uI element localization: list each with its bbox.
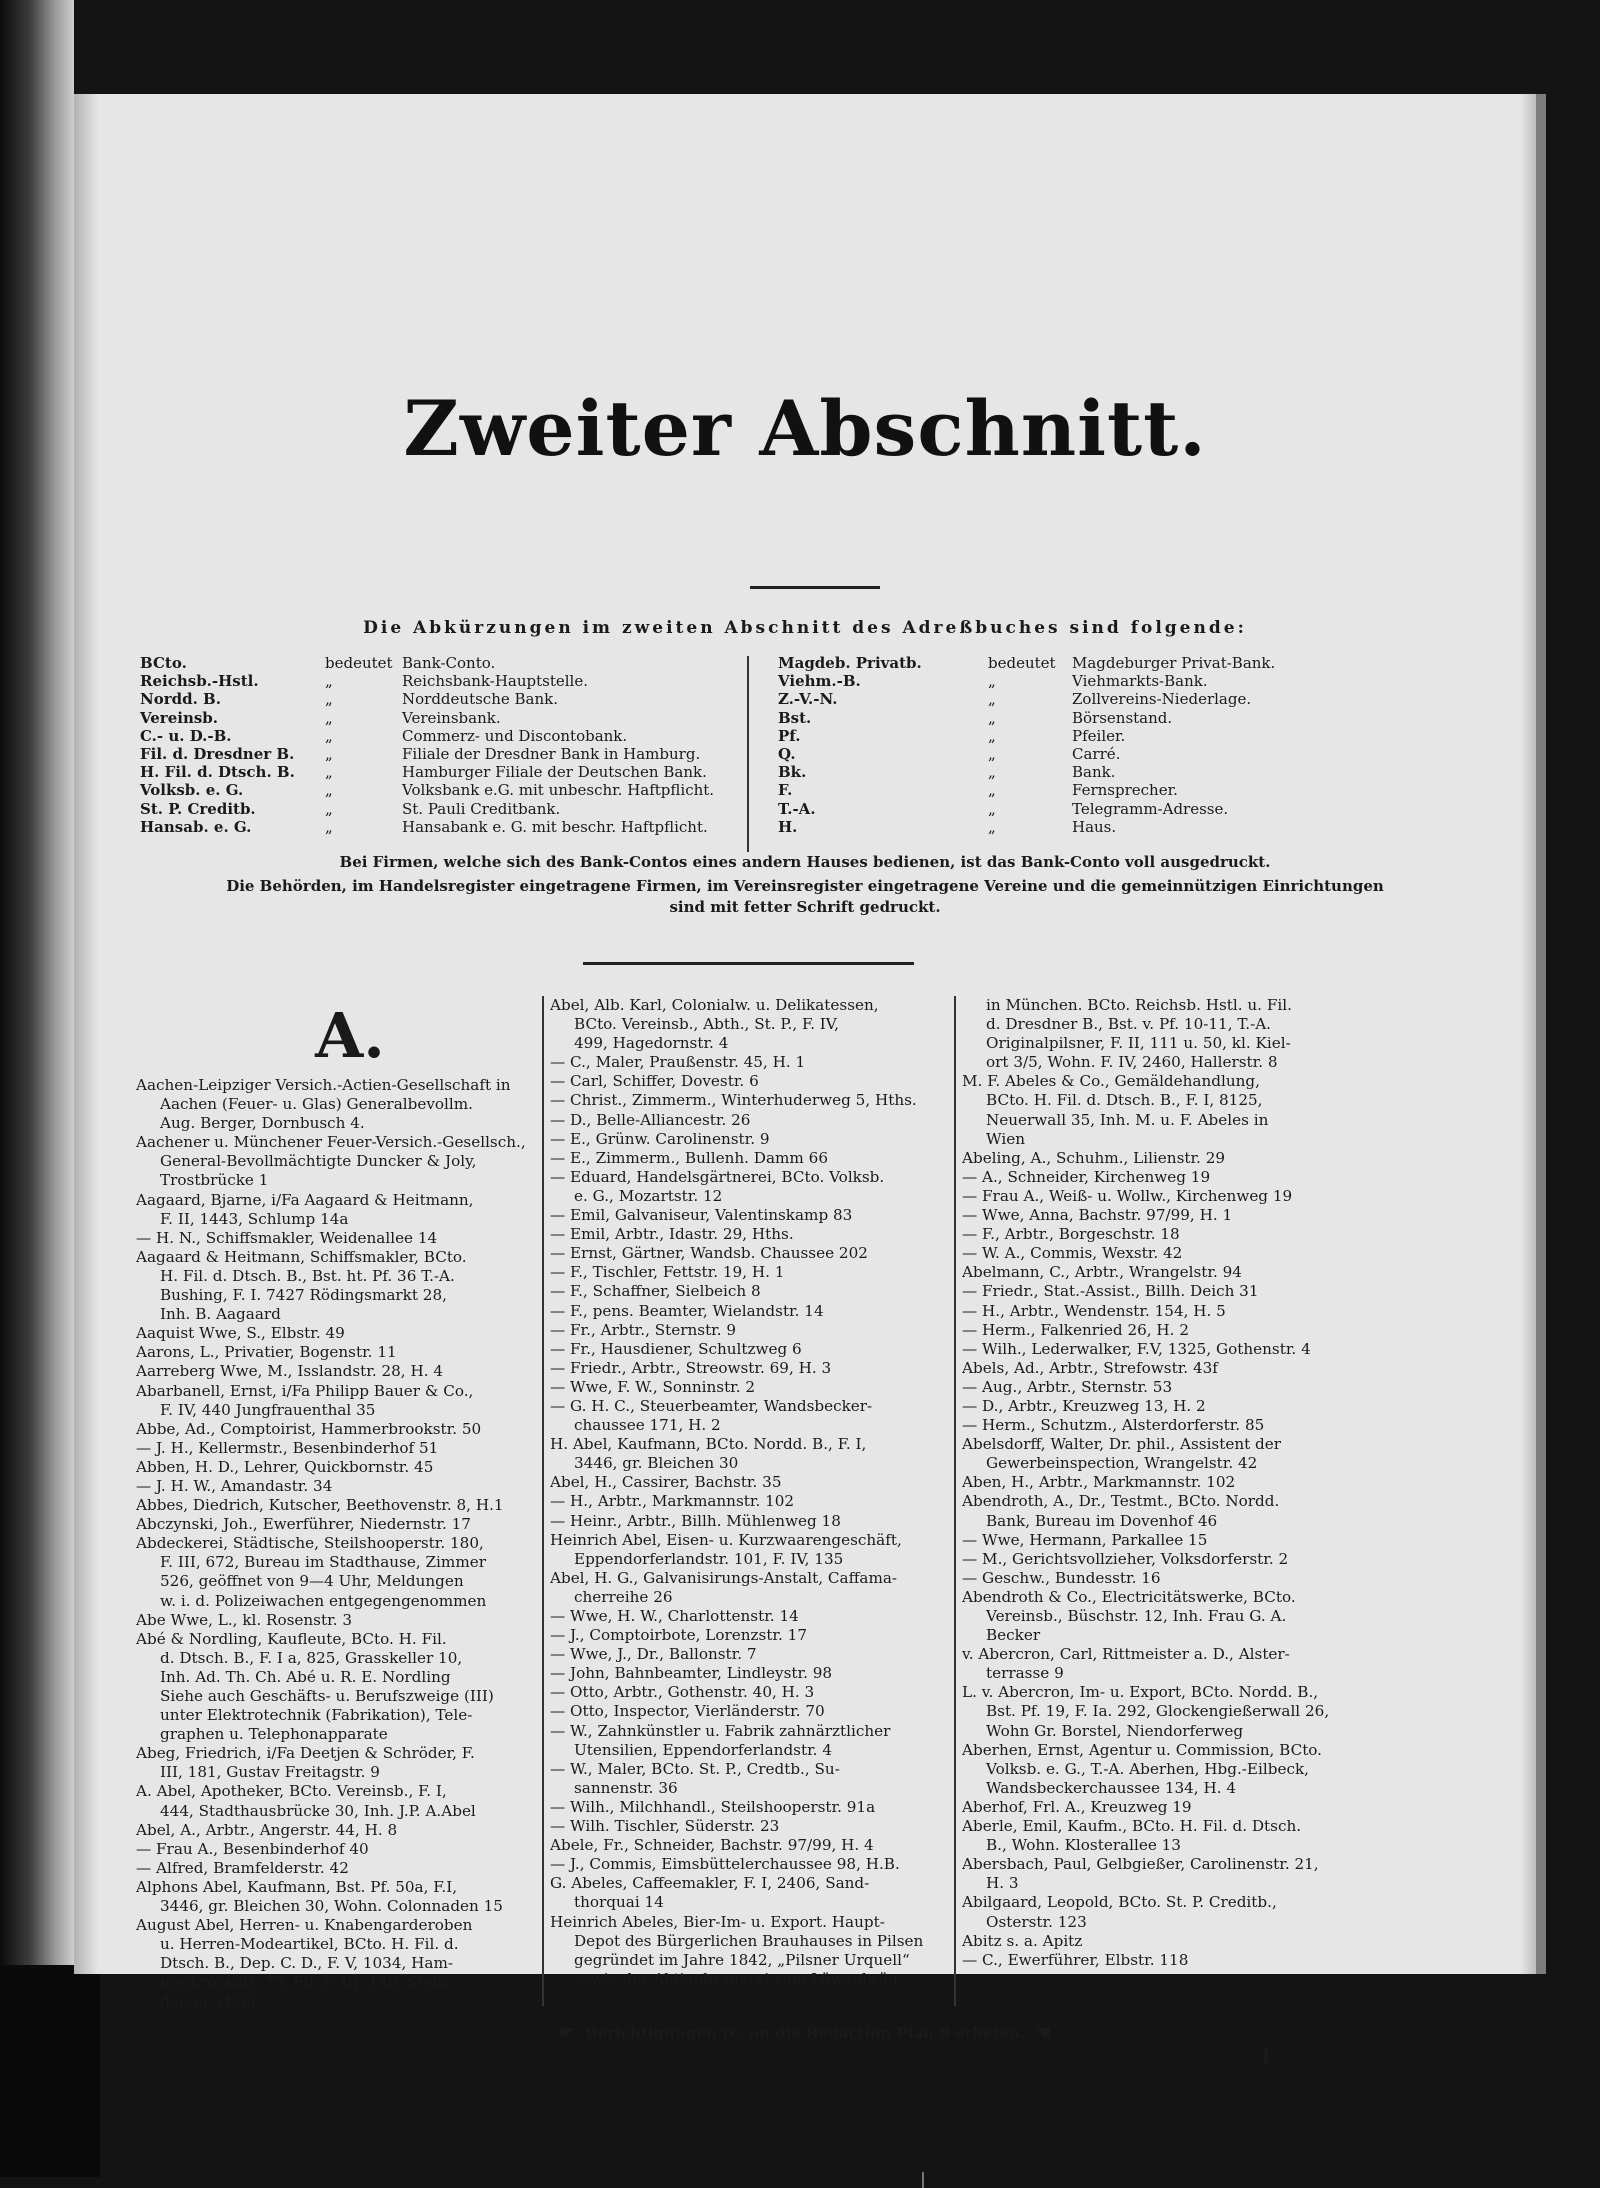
abbreviation-value: Carré.	[1072, 744, 1121, 763]
directory-entry-line: August Abel, Herren- u. Knabengarderoben	[136, 1916, 473, 1935]
directory-entry-line: in München. BCto. Reichsb. Hstl. u. Fil.	[986, 996, 1292, 1014]
directory-entry-line: — Emil, Arbtr., Idastr. 29, Hths.	[550, 1225, 794, 1244]
directory-entry-line: — Wilh., Lederwalker, F.V, 1325, Gothenstr. 4	[962, 1339, 1311, 1358]
directory-entry-line: Abel, Alb. Karl, Colonialw. u. Delikatessen,	[550, 996, 879, 1014]
directory-entry-line: B., Wohn. Klosterallee 13	[986, 1836, 1181, 1855]
abbreviation-value: Bank-Conto.	[402, 654, 496, 672]
directory-entry-line: Abben, H. D., Lehrer, Quickbornstr. 45	[136, 1457, 434, 1476]
directory-entry-line: — Wilh., Milchhandl., Steilshooperstr. 91a	[550, 1797, 876, 1816]
directory-column-2	[550, 996, 950, 1989]
abbreviation-value: Hamburger Filiale der Deutschen Bank.	[402, 763, 707, 782]
document-page	[74, 94, 1536, 2070]
abbreviation-key: H.	[778, 817, 798, 836]
abbreviation-value: Reichsbank-Hauptstelle.	[402, 672, 588, 691]
directory-entry-line: d. Dresdner B., Bst. v. Pf. 10-11, T.-A.	[986, 1015, 1272, 1034]
abbreviation-mark: „	[988, 744, 996, 763]
section-divider	[583, 962, 914, 965]
bold-print-note: Die Behörden, im Handelsregister eingetragene Firmen, im Vereinsregister eingetragene Vereine und die gemeinnützigen Einrichtungen	[226, 877, 1384, 895]
abbreviation-mark: „	[988, 817, 996, 836]
abbreviation-value: Volksbank e.G. mit unbeschr. Haftpflicht.	[402, 781, 715, 800]
abbreviation-value: Norddeutsche Bank.	[402, 690, 558, 709]
directory-entry-line: Abilgaard, Leopold, BCto. St. P. Creditb.,	[962, 1893, 1277, 1912]
abbreviations-intro: Die Abkürzungen im zweiten Abschnitt des Adreßbuches sind folgende:	[363, 618, 1247, 638]
directory-entry-line: — Friedr., Stat.-Assist., Billh. Deich 31	[962, 1282, 1259, 1301]
directory-entry-line: BCto. H. Fil. d. Dtsch. B., F. I, 8125,	[986, 1091, 1263, 1110]
directory-entry-line: H. Fil. d. Dtsch. B., Bst. ht. Pf. 36 T.-A.	[160, 1266, 455, 1285]
directory-entry-line: unter Elektrotechnik (Fabrikation), Tele-	[160, 1706, 473, 1725]
directory-entry-line: — F., Arbtr., Borgeschstr. 18	[962, 1225, 1180, 1244]
directory-entry-line: Wohn Gr. Borstel, Niendorferweg	[986, 1721, 1244, 1740]
directory-entry-line: — Heinr., Arbtr., Billh. Mühlenweg 18	[550, 1511, 841, 1530]
directory-column-1	[136, 996, 564, 2012]
directory-entry-line: Aachener u. Münchener Feuer-Versich.-Gesellsch.,	[136, 1133, 526, 1152]
directory-entry-line: Abarbanell, Ernst, i/Fa Philipp Bauer & Co.,	[136, 1381, 474, 1400]
directory-entry-line: Aug. Berger, Dornbusch 4.	[160, 1114, 365, 1133]
directory-entry-line: — Friedr., Arbtr., Streowstr. 69, H. 3	[550, 1358, 832, 1377]
directory-entry-line: Inh. Ad. Th. Ch. Abé u. R. E. Nordling	[160, 1667, 451, 1686]
abbreviation-key: Vereinsb.	[140, 708, 219, 727]
directory-entry-line: v. Abercron, Carl, Rittmeister a. D., Alster-	[962, 1645, 1290, 1664]
directory-entry-line: Vereinsb., Büschstr. 12, Inh. Frau G. A.	[986, 1607, 1287, 1625]
abbreviation-key: Z.-V.-N.	[778, 690, 838, 709]
directory-entry-line: A. Abel, Apotheker, BCto. Vereinsb., F. I,	[136, 1782, 447, 1801]
directory-entry-line: Eppendorferlandstr. 101, F. IV, 135	[574, 1549, 844, 1568]
directory-entry-line: Abendroth & Co., Electricitätswerke, BCto.	[962, 1587, 1296, 1606]
abbreviation-value: Haus.	[1072, 817, 1117, 836]
abbreviations-divider	[747, 656, 749, 852]
directory-entry-line: Gewerbeinspection, Wrangelstr. 42	[986, 1454, 1258, 1473]
abbreviation-key: Bst.	[778, 708, 812, 727]
directory-entry-line: — Christ., Zimmerm., Winterhuderweg 5, Hths.	[550, 1091, 917, 1110]
directory-entry-line: 444, Stadthausbrücke 30, Inh. J.P. A.Abel	[160, 1801, 476, 1820]
directory-entry-line: terrasse 9	[986, 1664, 1064, 1683]
directory-entry-line: — F., Tischler, Fettstr. 19, H. 1	[550, 1263, 785, 1282]
abbreviation-row	[140, 690, 800, 708]
directory-entry-line: — Fr., Hausdiener, Schultzweg 6	[550, 1339, 802, 1358]
abbreviation-key: Magdeb. Privatb.	[778, 654, 922, 672]
directory-entry-line: — H. N., Schiffsmakler, Weidenallee 14	[136, 1228, 438, 1247]
directory-entry-line: — Otto, Arbtr., Gothenstr. 40, H. 3	[550, 1683, 815, 1702]
abbreviation-value: St. Pauli Creditbank.	[402, 799, 561, 818]
directory-entry-line: M. F. Abeles & Co., Gemäldehandlung,	[962, 1072, 1260, 1091]
directory-entry-line: Siehe auch Geschäfts- u. Berufszweige (III)	[160, 1687, 494, 1705]
directory-entry-line: — Wwe, J., Dr., Ballonstr. 7	[550, 1645, 757, 1664]
abbreviation-value: Pfeiler.	[1072, 726, 1126, 745]
abbreviation-row	[140, 745, 800, 763]
directory-entry-line: — Frau A., Besenbinderhof 40	[136, 1839, 369, 1858]
directory-entry-line: — J., Comptoirbote, Lorenzstr. 17	[550, 1626, 807, 1645]
directory-entry-line: Aachen-Leipziger Versich.-Actien-Gesellschaft in	[136, 1076, 511, 1094]
directory-entry-line: — Eduard, Handelsgärtnerei, BCto. Volksb.	[550, 1167, 885, 1186]
abbreviation-key: Fil. d. Dresdner B.	[140, 744, 295, 763]
abbreviation-value: Zollvereins-Niederlage.	[1072, 690, 1252, 709]
directory-entry-line: Abé & Nordling, Kaufleute, BCto. H. Fil.	[136, 1629, 447, 1648]
directory-entry-line: F. II, 1443, Schlump 14a	[160, 1209, 349, 1228]
abbreviation-mark: „	[325, 726, 333, 745]
directory-entry-line: Bank, Bureau im Dovenhof 46	[986, 1511, 1218, 1530]
abbreviation-row	[778, 818, 1478, 836]
directory-entry-line: Abel, H. G., Galvanisirungs-Anstalt, Caffama-	[550, 1568, 898, 1587]
directory-entry-line: — Geschw., Bundesstr. 16	[962, 1568, 1161, 1587]
directory-entry-line: Aagaard & Heitmann, Schiffsmakler, BCto.	[136, 1247, 467, 1266]
directory-entry-line: BCto. Vereinsb., Abth., St. P., F. IV,	[574, 1015, 839, 1034]
directory-entry-line: Utensilien, Eppendorferlandstr. 4	[574, 1740, 832, 1759]
directory-entry-line: — W., Maler, BCto. St. P., Credtb., Su-	[550, 1759, 840, 1778]
directory-entry-line: F. III, 672, Bureau im Stadthause, Zimmer	[160, 1553, 486, 1572]
abbreviation-mark: „	[325, 817, 333, 836]
column-divider	[954, 996, 956, 2006]
directory-entry-line: Originalpilsner, F. II, 111 u. 50, kl. Kiel-	[986, 1034, 1291, 1053]
directory-entry-line: Abbe, Ad., Comptoirist, Hammerbrookstr. 50	[136, 1419, 482, 1438]
directory-entry-line: — Wwe, H. W., Charlottenstr. 14	[550, 1607, 799, 1625]
directory-entry-line: gegründet im Jahre 1842, „Pilsner Urquell“	[574, 1950, 910, 1969]
directory-entry-line: Abel, A., Arbtr., Angerstr. 44, H. 8	[136, 1820, 398, 1839]
abbreviation-row	[140, 654, 800, 672]
abbreviation-key: Viehm.-B.	[778, 672, 861, 691]
abbreviation-mark: „	[325, 799, 333, 818]
directory-entry-line: — Ernst, Gärtner, Wandsb. Chaussee 202	[550, 1244, 868, 1263]
directory-entry-line: — C., Ewerführer, Elbstr. 118	[962, 1950, 1189, 1969]
abbreviation-mark: „	[988, 726, 996, 745]
directory-entry-line: Abbes, Diedrich, Kutscher, Beethovenstr. 8, H.1	[136, 1496, 504, 1515]
directory-entry-line: Abdeckerei, Städtische, Steilshooperstr. 180,	[136, 1534, 484, 1553]
scan-border	[0, 1965, 100, 2177]
directory-entry-line: — J., Commis, Eimsbüttelerchaussee 98, H.B.	[550, 1855, 900, 1874]
abbreviation-row	[778, 800, 1478, 818]
pointing-hand-icon: ☚	[1034, 2022, 1052, 2043]
directory-entry-line: — Otto, Inspector, Vierländerstr. 70	[550, 1702, 825, 1721]
directory-entry-line: — Wwe, Anna, Bachstr. 97/99, H. 1	[962, 1206, 1233, 1225]
directory-entry-line: Aben, H., Arbtr., Markmannstr. 102	[962, 1473, 1236, 1492]
directory-entry-line: — Alfred, Bramfelderstr. 42	[136, 1858, 349, 1877]
abbreviation-value: Börsenstand.	[1072, 708, 1173, 727]
directory-entry-line: G. Abeles, Caffeemakler, F. I, 2406, Sand-	[550, 1874, 870, 1893]
abbreviation-row	[140, 727, 800, 745]
directory-entry-line: — Fr., Arbtr., Sternstr. 9	[550, 1320, 737, 1339]
directory-entry-line: u. Herren-Modeartikel, BCto. H. Fil. d.	[160, 1935, 459, 1954]
abbreviation-mark: „	[325, 708, 333, 727]
directory-entry-line: e. G., Mozartstr. 12	[574, 1186, 723, 1205]
directory-entry-line: ort 3/5, Wohn. F. IV, 2460, Hallerstr. 8	[986, 1053, 1278, 1072]
directory-entry-line: Depot des Bürgerlichen Brauhauses in Pilsen	[574, 1931, 924, 1950]
directory-entry-line: — Herm., Schutzm., Alsterdorferstr. 85	[962, 1416, 1265, 1435]
abbreviation-value: Telegramm-Adresse.	[1072, 799, 1229, 818]
abbreviation-value: Commerz- und Discontobank.	[402, 726, 628, 745]
page-binding-shadow	[0, 0, 74, 2177]
directory-entry-line: III, 181, Gustav Freitagstr. 9	[160, 1763, 380, 1782]
directory-entry-line: Abels, Ad., Arbtr., Strefowstr. 43f	[962, 1358, 1218, 1377]
page-title: Zweiter Abschnitt.	[403, 384, 1207, 473]
abbreviation-value: Filiale der Dresdner Bank in Hamburg.	[402, 744, 701, 763]
directory-entry-line: — W. A., Commis, Wexstr. 42	[962, 1244, 1183, 1263]
column-divider	[542, 996, 544, 2006]
directory-entry-line: — D., Belle-Alliancestr. 26	[550, 1110, 751, 1129]
directory-entry-line: Aagaard, Bjarne, i/Fa Aagaard & Heitmann,	[136, 1190, 474, 1209]
abbreviation-row	[140, 672, 800, 690]
abbreviation-mark: „	[988, 799, 996, 818]
directory-entry-line: 3446, gr. Bleichen 30	[574, 1454, 739, 1473]
directory-entry-line: — Wilh. Tischler, Süderstr. 23	[550, 1817, 780, 1836]
directory-entry-line: — E., Zimmerm., Bullenh. Damm 66	[550, 1148, 828, 1167]
directory-entry-line: w. i. d. Polizeiwachen entgegengenommen	[160, 1591, 487, 1610]
abbreviation-row	[778, 745, 1478, 763]
directory-entry-line: 3446, gr. Bleichen 30, Wohn. Colonnaden 15	[160, 1897, 503, 1916]
abbreviation-key: Hansab. e. G.	[140, 817, 252, 836]
directory-entry-line: Aberle, Emil, Kaufm., BCto. H. Fil. d. Dtsch.	[962, 1817, 1302, 1836]
directory-entry-line: — F., pens. Beamter, Wielandstr. 14	[550, 1301, 824, 1320]
directory-entry-line: Becker	[986, 1626, 1041, 1645]
abbreviation-mark: „	[988, 763, 996, 782]
page-footer	[74, 2022, 1536, 2043]
abbreviations-list-right	[778, 654, 1478, 836]
directory-entry-line: Bst. Pf. 19, F. Ia. 292, Glockengießerwall 26,	[986, 1702, 1330, 1721]
directory-entry-line: — H., Arbtr., Markmannstr. 102	[550, 1492, 795, 1511]
directory-entry-line: Abczynski, Joh., Ewerführer, Niedernstr. 17	[136, 1515, 471, 1534]
directory-entry-line: Aberhen, Ernst, Agentur u. Commission, BCto.	[962, 1740, 1323, 1759]
abbreviation-value: Bank.	[1072, 763, 1116, 782]
abbreviation-value: Viehmarkts-Bank.	[1072, 672, 1208, 691]
directory-entry-line: — M., Gerichtsvollzieher, Volksdorferstr. 2	[962, 1549, 1289, 1568]
scan-mark	[922, 2172, 924, 2188]
directory-entry-line: graphen u. Telephonapparate	[160, 1725, 388, 1744]
directory-entry-line: — J. H. W., Amandastr. 34	[136, 1476, 333, 1495]
directory-entry-line: Aberhof, Frl. A., Kreuzweg 19	[962, 1797, 1192, 1816]
abbreviation-key: BCto.	[140, 654, 187, 672]
directory-entry-line: Bushing, F. I. 7427 Rödingsmarkt 28,	[160, 1286, 447, 1305]
abbreviation-row	[778, 672, 1478, 690]
abbreviation-mark: „	[988, 708, 996, 727]
directory-entry-line: Inh. B. Aagaard	[160, 1305, 281, 1324]
abbreviation-mark: bedeutet	[325, 654, 393, 672]
title-divider	[750, 586, 880, 589]
directory-entry-line: Heinrich Abeles, Bier-Im- u. Export. Haupt-	[550, 1912, 885, 1931]
abbreviation-row	[778, 654, 1478, 672]
abbreviation-mark: „	[325, 781, 333, 800]
abbreviations-list-left	[140, 654, 800, 836]
directory-entry-line: Wien	[986, 1129, 1025, 1148]
footer-text: Berichtigungen rc. an die Redaction Plan 9 erbeten.	[585, 2024, 1025, 2042]
directory-entry-line: — G. H. C., Steuerbeamter, Wandsbecker-	[550, 1396, 873, 1415]
directory-entry-line: damm 54/56	[160, 1992, 257, 2011]
directory-entry-line: Abel, H., Cassirer, Bachstr. 35	[550, 1473, 782, 1492]
directory-entry-line: — Frau A., Weiß- u. Wollw., Kirchenweg 19	[962, 1186, 1293, 1205]
directory-entry-line: — Wwe, Hermann, Parkallee 15	[962, 1530, 1208, 1549]
directory-entry-line: L. v. Abercron, Im- u. Export, BCto. Nordd. B.,	[962, 1683, 1319, 1702]
abbreviation-value: Hansabank e. G. mit beschr. Haftpflicht.	[402, 817, 708, 836]
abbreviation-key: Bk.	[778, 763, 807, 782]
directory-entry-line: — D., Arbtr., Kreuzweg 13, H. 2	[962, 1396, 1206, 1415]
directory-entry-line: — Aug., Arbtr., Sternstr. 53	[962, 1377, 1173, 1396]
directory-entry-line: — J. H., Kellermstr., Besenbinderhof 51	[136, 1438, 439, 1457]
directory-entry-line: — F., Schaffner, Sielbeich 8	[550, 1282, 761, 1301]
abbreviation-row	[778, 709, 1478, 727]
abbreviation-mark: „	[988, 690, 996, 709]
abbreviation-row	[778, 690, 1478, 708]
directory-entry-line: Abitz s. a. Apitz	[962, 1931, 1083, 1950]
directory-entry-line: — Carl, Schiffer, Dovestr. 6	[550, 1072, 759, 1091]
directory-entry-line: Abeg, Friedrich, i/Fa Deetjen & Schröder, F.	[136, 1744, 475, 1763]
directory-entry-line: General-Bevollmächtigte Duncker & Joly,	[160, 1152, 477, 1171]
abbreviation-key: H. Fil. d. Dtsch. B.	[140, 763, 295, 782]
abbreviation-mark: „	[325, 763, 333, 782]
directory-entry-line: d. Dtsch. B., F. I a, 825, Grasskeller 10,	[160, 1648, 463, 1667]
directory-entry-line: Heinrich Abel, Eisen- u. Kurzwaarengeschäft,	[550, 1530, 902, 1549]
directory-entry-line: Abelsdorff, Walter, Dr. phil., Assistent der	[962, 1435, 1281, 1454]
directory-entry-line: — A., Schneider, Kirchenweg 19	[962, 1167, 1211, 1186]
directory-entry-line: cherreihe 26	[574, 1587, 673, 1606]
abbreviation-value: Fernsprecher.	[1072, 781, 1178, 800]
directory-column-3	[962, 996, 1362, 1970]
directory-entry-line: — Herm., Falkenried 26, H. 2	[962, 1320, 1189, 1339]
abbreviation-key: Pf.	[778, 726, 801, 745]
abbreviation-row	[778, 781, 1478, 799]
directory-entry-line: — John, Bahnbeamter, Lindleystr. 98	[550, 1664, 833, 1683]
directory-entry-line: Wandsbeckerchaussee 134, H. 4	[986, 1778, 1237, 1797]
abbreviation-key: T.-A.	[778, 799, 816, 818]
abbreviation-key: C.- u. D.-B.	[140, 726, 232, 745]
directory-entry-line: Abeling, A., Schuhm., Lilienstr. 29	[962, 1148, 1226, 1167]
abbreviation-key: Reichsb.-Hstl.	[140, 672, 259, 691]
directory-entry-line: Abe Wwe, L., kl. Rosenstr. 3	[136, 1610, 352, 1629]
abbreviation-key: St. P. Creditb.	[140, 799, 256, 818]
directory-entry-line: — H., Arbtr., Wendenstr. 154, H. 5	[962, 1301, 1226, 1320]
abbreviation-mark: „	[325, 744, 333, 763]
abbreviation-mark: „	[988, 781, 996, 800]
directory-entry-line: sowie der Aktienbrauerei zum Löwenbräu	[574, 1969, 898, 1988]
directory-entry-line: chaussee 171, H. 2	[574, 1416, 721, 1435]
abbreviation-key: F.	[778, 781, 793, 800]
directory-entry-line: F. IV, 440 Jungfrauenthal 35	[160, 1400, 376, 1419]
bank-conto-note: Bei Firmen, welche sich des Bank-Contos eines andern Hauses bedienen, ist das Bank-Conto voll ausgedruckt.	[339, 853, 1271, 871]
page-edge	[1536, 94, 1546, 1974]
abbreviation-row	[140, 818, 800, 836]
directory-entry-line: H. 3	[986, 1874, 1019, 1893]
directory-entry-line: Abersbach, Paul, Gelbgießer, Carolinenstr. 21,	[962, 1855, 1319, 1874]
abbreviation-row	[778, 727, 1478, 745]
directory-entry-line: — C., Maler, Praußenstr. 45, H. 1	[550, 1053, 806, 1072]
directory-entry-line: H. Abel, Kaufmann, BCto. Nordd. B., F. I,	[550, 1435, 867, 1454]
directory-entry-line: — Emil, Galvaniseur, Valentinskamp 83	[550, 1206, 853, 1225]
directory-entry-line: Neuerwall 35, Inh. M. u. F. Abeles in	[986, 1110, 1269, 1129]
directory-entry-line: Aaquist Wwe, S., Elbstr. 49	[136, 1324, 345, 1343]
abbreviation-key: Q.	[778, 744, 796, 763]
directory-entry-line: Trostbrücke 1	[160, 1171, 269, 1190]
abbreviation-row	[140, 763, 800, 781]
directory-entry-line: Aarons, L., Privatier, Bogenstr. 11	[136, 1343, 397, 1362]
directory-entry-line: Abendroth, A., Dr., Testmt., BCto. Nordd.	[962, 1492, 1280, 1511]
directory-entry-line: Osterstr. 123	[986, 1912, 1087, 1931]
abbreviation-key: Nordd. B.	[140, 690, 221, 709]
directory-entry-line: — E., Grünw. Carolinenstr. 9	[550, 1129, 770, 1148]
directory-entry-line: Volksb. e. G., T.-A. Aberhen, Hbg.-Eilbeck,	[986, 1759, 1309, 1778]
abbreviation-value: Vereinsbank.	[402, 708, 501, 727]
page-number: 1	[1258, 2044, 1274, 2070]
section-letter: A.	[315, 999, 385, 1072]
directory-entry-line: Alphons Abel, Kaufmann, Bst. Pf. 50a, F.I,	[136, 1877, 458, 1896]
directory-entry-line: Aachen (Feuer- u. Glas) Generalbevollm.	[160, 1095, 473, 1114]
abbreviation-mark: „	[325, 672, 333, 691]
directory-entry-line: thorquai 14	[574, 1893, 664, 1912]
directory-entry-line: Aarreberg Wwe, M., Isslandstr. 28, H. 4	[136, 1362, 444, 1381]
directory-entry-line: merbrookstr. 75, Fil. F. III, 146, Stein-	[160, 1973, 453, 1992]
directory-entry-line: sannenstr. 36	[574, 1778, 678, 1797]
abbreviation-row	[140, 781, 800, 799]
abbreviation-row	[140, 709, 800, 727]
abbreviation-key: Volksb. e. G.	[140, 781, 244, 800]
abbreviation-value: Magdeburger Privat-Bank.	[1072, 654, 1276, 672]
abbreviation-mark: „	[988, 672, 996, 691]
abbreviation-mark: „	[325, 690, 333, 709]
pointing-hand-icon: ☛	[558, 2022, 576, 2043]
directory-entry-line: Dtsch. B., Dep. C. D., F. V, 1034, Ham-	[160, 1954, 453, 1973]
directory-entry-line: — Wwe, F. W., Sonninstr. 2	[550, 1377, 756, 1396]
bold-print-note-cont: sind mit fetter Schrift gedruckt.	[669, 898, 941, 916]
abbreviation-mark: bedeutet	[988, 654, 1056, 672]
directory-entry-line: 526, geöffnet von 9—4 Uhr, Meldungen	[160, 1572, 464, 1591]
abbreviation-row	[778, 763, 1478, 781]
directory-entry-line: — W., Zahnkünstler u. Fabrik zahnärztlicher	[550, 1721, 891, 1740]
directory-entry-line: Abelmann, C., Arbtr., Wrangelstr. 94	[962, 1263, 1242, 1282]
directory-entry-line: 499, Hagedornstr. 4	[574, 1034, 729, 1053]
abbreviation-row	[140, 800, 800, 818]
directory-entry-line: Abele, Fr., Schneider, Bachstr. 97/99, H. 4	[550, 1836, 874, 1855]
